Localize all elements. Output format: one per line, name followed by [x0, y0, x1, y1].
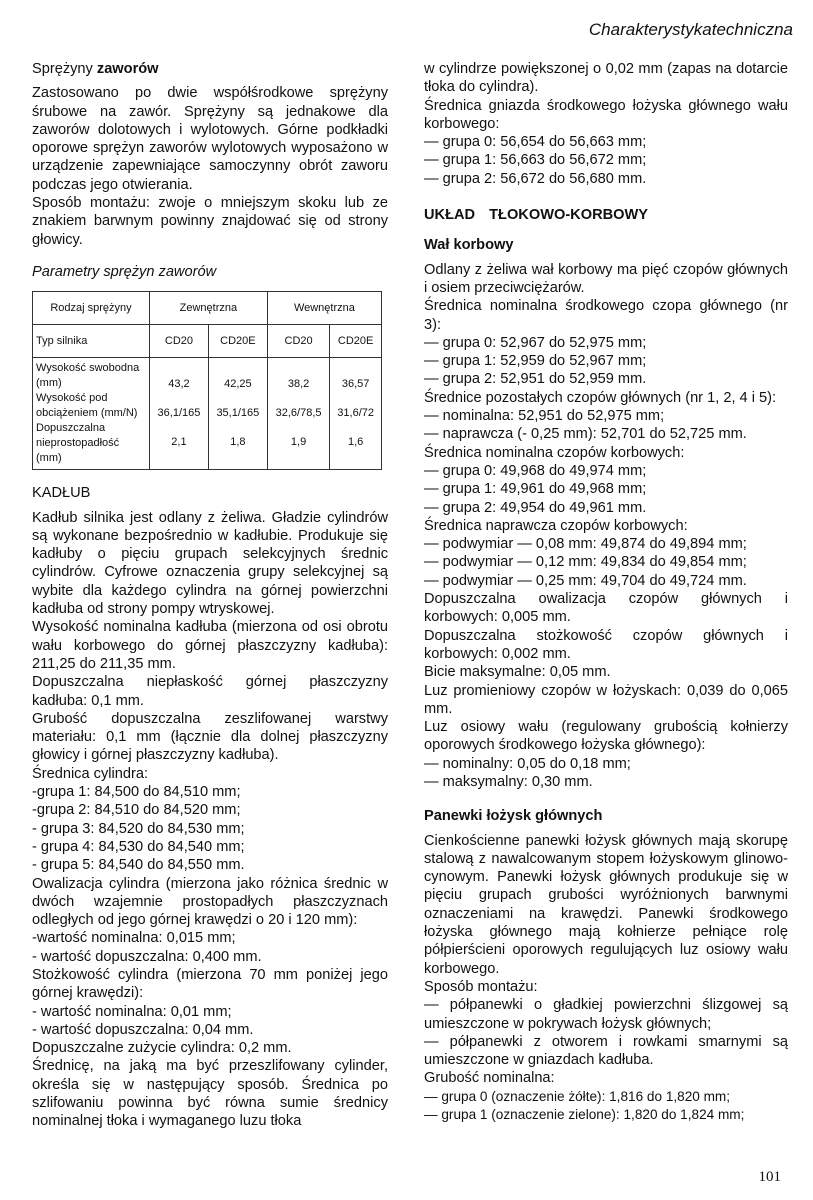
springs-heading: [32, 60, 388, 78]
engine-block-heading: KADŁUB: [32, 485, 91, 502]
list-item: — grupa 0: 56,654 do 56,663 mm;: [424, 134, 647, 151]
other-journals-label: Średnice pozostałych czopów głównych (nr 1, 2, 4 i 5):: [424, 389, 777, 406]
springs-heading-bold: zaworów: [96, 61, 159, 77]
list-item: — grupa 2: 52,951 do 52,959 mm.: [424, 371, 647, 388]
table-engine-cell: CD20E: [330, 325, 382, 358]
table-header-engine: Typ silnika: [33, 325, 150, 358]
table-cell: 1,9: [290, 436, 307, 449]
mounting-item: — półpanewki z otworem i rowkami smarnymi są umieszczone w gniazdach kadłuba.: [424, 1033, 788, 1069]
regrind-paragraph: Średnicę, na jaką ma być przeszlifowany cylinder, określa się w następujący sposób. Średnica po szlifowaniu powinna być równa sumie średnicy nominalnej tłoka i wymaganego luzu tłoka: [32, 1058, 388, 1130]
list-item: - wartość nominalna: 0,01 mm;: [32, 1003, 232, 1020]
list-item: - grupa 3: 84,520 do 84,530 mm;: [32, 820, 245, 837]
cylinder-diameter-label: Średnica cylindra:: [32, 765, 148, 782]
wear-paragraph: Dopuszczalne zużycie cylindra: 0,2 mm.: [32, 1040, 292, 1057]
row-label-perpendicularity: Dopuszczalna nieprostopadłość (mm): [36, 422, 120, 465]
crankshaft-paragraph: Odlany z żeliwa wał korbowy ma pięć czopów głównych i osiem przeciwciężarów.: [424, 261, 788, 296]
list-item: — grupa 2: 49,954 do 49,961 mm.: [424, 499, 647, 516]
thickness-label: Grubość nominalna:: [424, 1070, 555, 1087]
table-values-col: [267, 358, 330, 470]
table-values-col: [208, 358, 267, 470]
block-paragraph: Kadłub silnika jest odlany z żeliwa. Gładzie cylindrów są wykonane bezpośrednio w kadłubie. Produkuje się kadłuby o pięciu grupach selekcyjnych średnic cylindrów. Cyfrowe oznaczenia grupy selekcyjnej są wybite dla każdego cylindra na górnej powierzchni kadłuba od strony pompy wtryskowej.: [32, 509, 388, 618]
list-item: -grupa 1: 84,500 do 84,510 mm;: [32, 784, 241, 801]
crankshaft-heading: Wał korbowy: [424, 237, 514, 254]
table-values-col: [150, 358, 209, 470]
table-cell: 36,57: [341, 378, 370, 391]
list-item: — podwymiar — 0,25 mm: 49,704 do 49,724 mm.: [424, 572, 747, 589]
list-item: — podwymiar — 0,08 mm: 49,874 do 49,894 mm;: [424, 536, 747, 553]
block-height-paragraph: Wysokość nominalna kadłuba (mierzona od osi obrotu wału korbowego do górnej płaszczyzny kadłuba): 211,25 do 211,35 mm.: [32, 619, 388, 672]
table-header-inner: Wewnętrzna: [267, 292, 381, 325]
regrind-continuation: w cylindrze powiększonej o 0,02 mm (zapas na dotarcie tłoka do cylindra).: [424, 61, 788, 96]
springs-mounting-paragraph: Sposób montażu: zwoje o mniejszym skoku lub ze znakiem barwnym powinny znajdować się od strony głowicy.: [32, 195, 388, 248]
table-row-labels: [33, 358, 150, 470]
table-cell: 42,25: [224, 378, 252, 391]
list-item: — nominalny: 0,05 do 0,18 mm;: [424, 755, 631, 772]
list-item: — grupa 2: 56,672 do 56,680 mm.: [424, 170, 647, 187]
bearings-paragraph: Cienkościenne panewki łożysk głównych mają skorupę stalową z nawalcowanym stopem łożyskowym glinowo-cynowym. Panewki łożysk głównych produkuje się w pięciu grupach grubości wyróżnionych barwnymi oznaczeniami na krawędzi. Panewki środkowego łożyska głównego mają kołnierze pełniące rolę półpierścieni oporowych regulujących luz osiowy wału korbowego.: [424, 832, 788, 977]
taper-journals-paragraph: Dopuszczalna stożkowość czopów głównych i korbowych: 0,002 mm.: [424, 627, 788, 662]
table-engine-cell: CD20E: [208, 325, 267, 358]
list-item: — grupa 0 (oznaczenie żółte): 1,816 do 1,820 mm;: [424, 1088, 731, 1104]
table-title: Parametry sprężyn zaworów: [32, 263, 217, 280]
bearing-seat-label: Średnica gniazda środkowego łożyska głównego wału korbowego:: [424, 97, 788, 132]
mounting-label: Sposób montażu:: [424, 978, 538, 995]
page-number: 101: [758, 1169, 781, 1185]
table-cell: 36,1/165: [157, 407, 201, 420]
row-label-free-height: Wysokość swobodna (mm): [36, 362, 140, 390]
list-item: - grupa 5: 84,540 do 84,550 mm.: [32, 857, 245, 874]
axial-clearance-paragraph: Luz osiowy wału (regulowany grubością kołnierzy oporowych środkowego łożyska głównego):: [424, 719, 788, 754]
row-label-loaded-height: Wysokość pod obciążeniem (mm/N): [36, 392, 138, 420]
table-header-kind: Rodzaj sprężyny: [33, 292, 150, 325]
right-column: [424, 60, 788, 1124]
list-item: - wartość dopuszczalna: 0,04 mm.: [32, 1021, 254, 1038]
list-item: — grupa 0: 49,968 do 49,974 mm;: [424, 462, 647, 479]
table-cell: 31,6/72: [337, 407, 374, 420]
table-cell: 32,6/78,5: [275, 407, 322, 420]
table-cell: 38,2: [287, 378, 310, 391]
spring-parameters-table: [32, 291, 382, 470]
crankpin-nominal-label: Średnica nominalna czopów korbowych:: [424, 444, 685, 461]
table-cell: 43,2: [168, 378, 190, 391]
table-cell: 35,1/165: [216, 407, 260, 420]
block-flatness-paragraph: Dopuszczalna niepłaskość górnej płaszczyzny kadłuba: 0,1 mm.: [32, 674, 388, 709]
block-grinding-paragraph: Grubość dopuszczalna zeszlifowanej warstwy materiału: 0,1 mm (łącznie dla dolnej płaszczyzny głowicy i górnej płaszczyzny kadłuba).: [32, 710, 388, 764]
table-cell: 1,6: [348, 436, 364, 449]
left-column: [32, 60, 388, 1131]
springs-heading-prefix: Sprężyny: [32, 61, 97, 77]
taper-paragraph: Stożkowość cylindra (mierzona 70 mm poniżej jego górnej krawędzi):: [32, 966, 388, 1002]
mounting-item: — półpanewki o gładkiej powierzchni ślizgowej są umieszczone w pokrywach łożysk głównych;: [424, 997, 788, 1032]
crankpin-repair-label: Średnica naprawcza czopów korbowych:: [424, 517, 688, 534]
list-item: — grupa 1 (oznaczenie zielone): 1,820 do 1,824 mm;: [424, 1107, 745, 1123]
list-item: — grupa 1: 49,961 do 49,968 mm;: [424, 481, 647, 498]
table-values-col: [330, 358, 382, 470]
section-heading: UKŁAD TŁOKOWO-KORBOWY: [424, 207, 649, 224]
list-item: — podwymiar — 0,12 mm: 49,834 do 49,854 mm;: [424, 554, 747, 571]
list-item: -wartość nominalna: 0,015 mm;: [32, 930, 236, 947]
page-header-title: Charakterystykatechniczna: [588, 20, 793, 39]
radial-clearance-paragraph: Luz promieniowy czopów w łożyskach: 0,039 do 0,065 mm.: [424, 682, 788, 717]
list-item: — grupa 0: 52,967 do 52,975 mm;: [424, 334, 647, 351]
list-item: - grupa 4: 84,530 do 84,540 mm;: [32, 838, 245, 855]
list-item: — maksymalny: 0,30 mm.: [424, 773, 593, 790]
table-engine-cell: CD20: [267, 325, 330, 358]
table-cell: 2,1: [171, 436, 187, 449]
ovality-paragraph: Owalizacja cylindra (mierzona jako różnica średnic w dwóch wzajemnie prostopadłych płaszczyznach odległych od jego górnej krawędzi o 20 i 120 mm):: [32, 875, 388, 929]
table-engine-cell: CD20: [150, 325, 209, 358]
list-item: — grupa 1: 52,959 do 52,967 mm;: [424, 353, 647, 370]
main-bearings-heading: Panewki łożysk głównych: [424, 808, 603, 825]
table-cell: 1,8: [230, 436, 246, 449]
center-journal-label: Średnica nominalna środkowego czopa głównego (nr 3):: [424, 298, 788, 333]
list-item: - wartość dopuszczalna: 0,400 mm.: [32, 948, 262, 965]
list-item: — naprawcza (- 0,25 mm): 52,701 do 52,725 mm.: [424, 426, 747, 443]
ovality-journals-paragraph: Dopuszczalna owalizacja czopów głównych i korbowych: 0,005 mm.: [424, 591, 788, 626]
list-item: -grupa 2: 84,510 do 84,520 mm;: [32, 802, 241, 819]
list-item: — nominalna: 52,951 do 52,975 mm;: [424, 408, 665, 425]
table-header-outer: Zewnętrzna: [150, 292, 268, 325]
runout-paragraph: Bicie maksymalne: 0,05 mm.: [424, 664, 611, 681]
list-item: — grupa 1: 56,663 do 56,672 mm;: [424, 152, 647, 169]
springs-paragraph: Zastosowano po dwie współśrodkowe sprężyny śrubowe na zawór. Sprężyny są jednakowe dla zaworów dolotowych i wylotowych. Górne podkładki oporowe sprężyn zaworów wylotowych wyposażono w urządzenie zapewniające samoczynny obrót zaworu podczas jego otwierania.: [32, 85, 388, 193]
